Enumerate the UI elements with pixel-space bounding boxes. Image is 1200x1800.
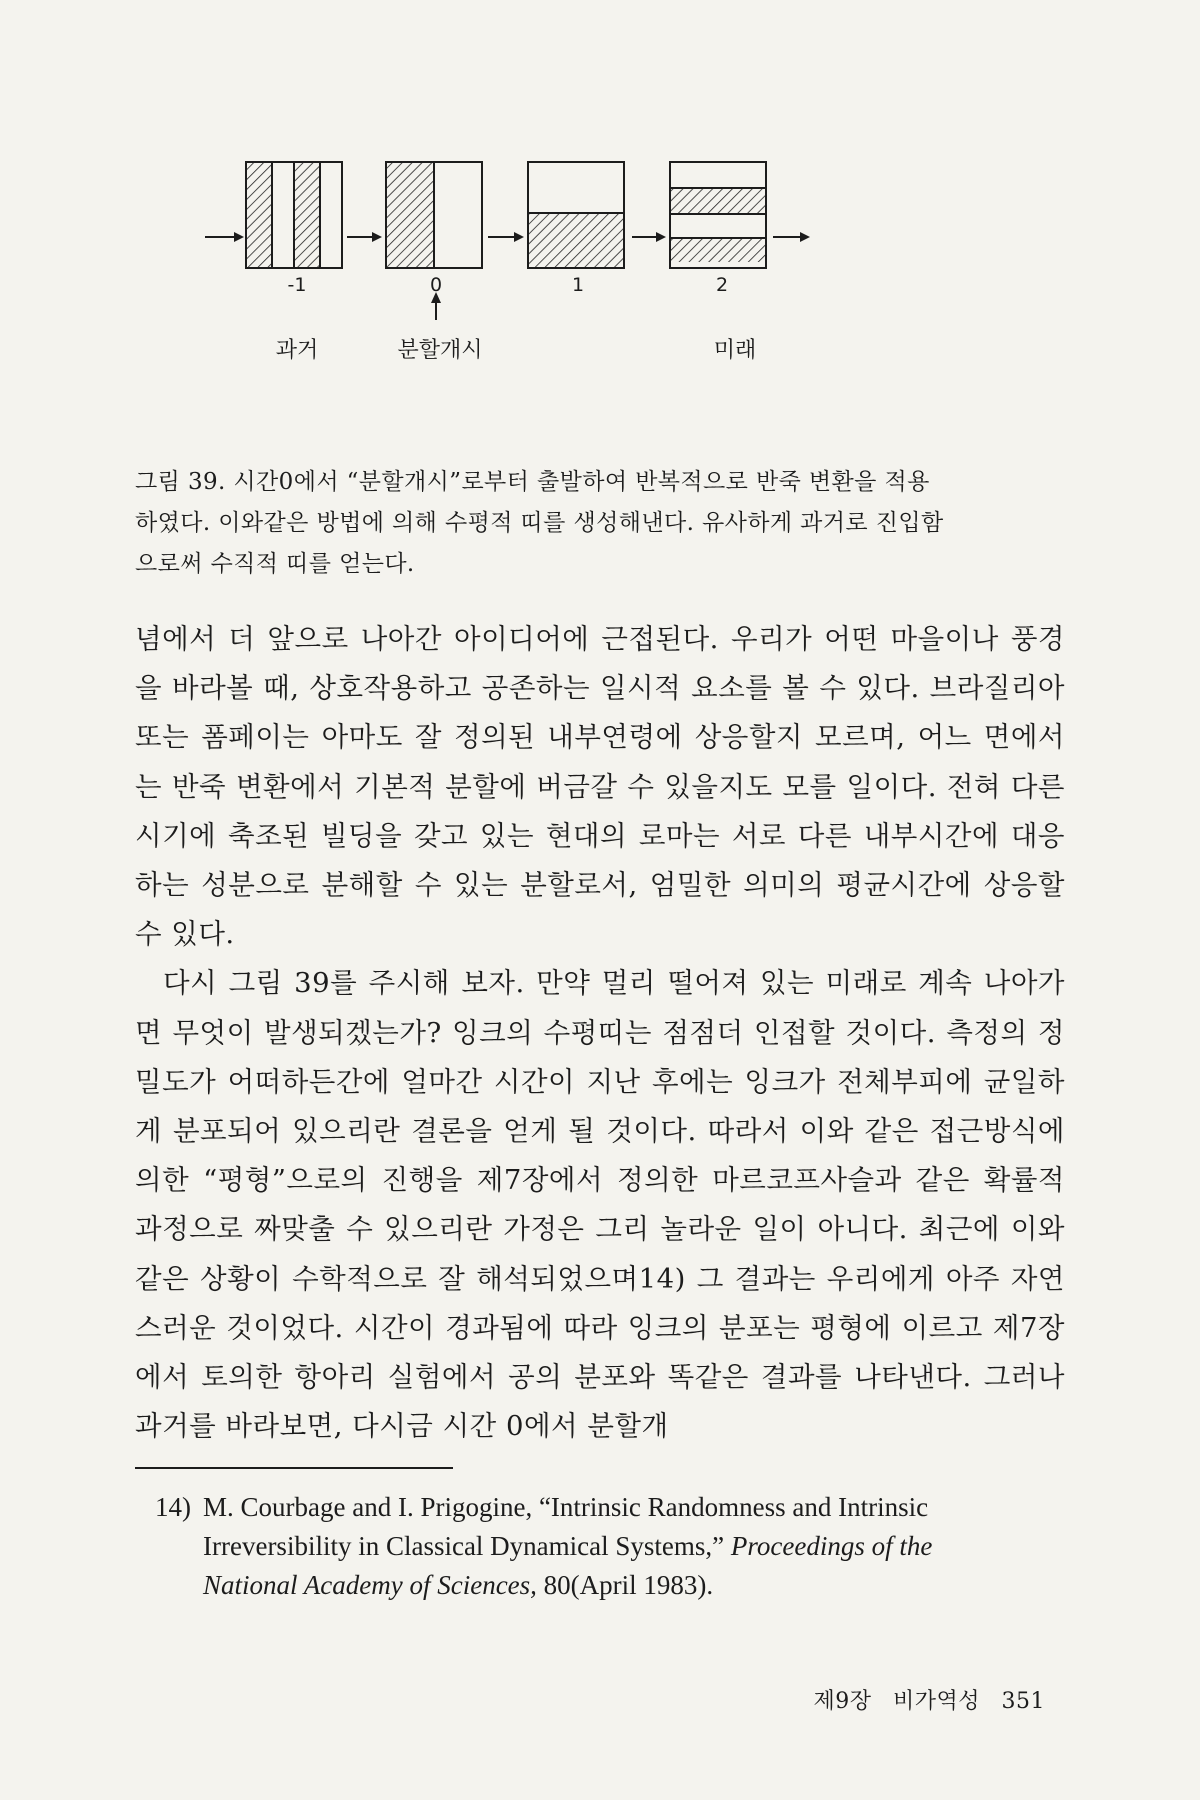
panel-1 <box>528 162 624 268</box>
journal-title: National Academy of Sciences, <box>203 1570 537 1600</box>
baker-transformation-diagram <box>0 0 1200 420</box>
tick-label: 2 <box>715 274 729 296</box>
panel-minus-1 <box>246 162 342 268</box>
paragraph: 념에서 더 앞으로 나아간 아이디어에 근접된다. 우리가 어떤 마을이나 풍경을 바라볼 때, 상호작용하고 공존하는 일시적 요소를 볼 수 있다. 브라질리아 또는 폼페이는 아마도 잘 정의된 내부연령에 상응할지 모르며, 어느 면에서는 반죽 변환에서 기본적 분할에 버금갈 수 있을지도 모를 일이다. 전혀 다른 시기에 축조된 빌딩을 갖고 있는 현대의 로마는 서로 다른 내부시간에 대응하는 성분으로 분해할 수 있는 분할로서, 엄밀한 의미의 평균시간에 상응할 수 있다. <box>135 623 1065 951</box>
paragraph: 다시 그림 39를 주시해 보자. 만약 멀리 떨어져 있는 미래로 계속 나아가면 무엇이 발생되겠는가? 잉크의 수평띠는 점점더 인접할 것이다. 측정의 정밀도가 어떠하든간에 얼마간 시간이 지난 후에는 잉크가 전체부피에 균일하게 분포되어 있으리란 결론을 얻게 될 것이다. 따라서 이와 같은 접근방식에 의한 “평형”으로의 진행을 제7장에서 정의한 마르코프사슬과 같은 확률적 과정으로 짜맞출 수 있으리란 가정은 그리 놀라운 일이 아니다. 최근에 이와 같은 상황이 수학적으로 잘 해석되었으며14) 그 결과는 우리에게 아주 자연스러운 것이었다. 시간이 경과됨에 따라 잉크의 분포는 평형에 이르고 제7장에서 토의한 항아리 실험에서 공의 분포와 똑같은 결과를 나타낸다. 그러나 과거를 바라보면, 다시금 시간 0에서 분할개 <box>135 967 1065 1443</box>
tick-label: 1 <box>571 274 585 296</box>
figure-caption <box>135 462 1035 585</box>
split-start-label: 분할개시 <box>397 338 483 363</box>
footnote-line-1 <box>135 1488 1070 1527</box>
footnote-text: Irreversibility in Classical Dynamical Systems,” <box>203 1531 725 1561</box>
chapter-label: 제9장 <box>813 1689 872 1714</box>
footnote-line-3 <box>135 1566 1070 1605</box>
footnote-text: 80(April 1983). <box>543 1570 714 1600</box>
past-label: 과거 <box>275 338 319 363</box>
journal-title: Proceedings of the <box>730 1531 933 1561</box>
tick-label: 0 <box>429 274 443 296</box>
running-footer <box>813 1684 1045 1715</box>
caption-line: 으로써 수직적 띠를 얻는다. <box>135 551 415 577</box>
panel-2 <box>670 162 766 268</box>
figure-39 <box>0 0 1200 420</box>
panel-0 <box>386 162 482 268</box>
footnote-rule <box>135 1467 453 1469</box>
tick-label: -1 <box>287 274 307 296</box>
footnote <box>135 1488 1070 1605</box>
footnote-text: M. Courbage and I. Prigogine, “Intrinsic Randomness and Intrinsic <box>203 1492 929 1522</box>
footnote-number: 14) <box>155 1492 191 1522</box>
caption-line: 하였다. 이와같은 방법에 의해 수평적 띠를 생성해낸다. 유사하게 과거로 진입함 <box>135 510 944 536</box>
page-number: 351 <box>1001 1689 1045 1714</box>
future-label: 미래 <box>713 338 757 363</box>
chapter-title: 비가역성 <box>892 1689 980 1714</box>
footnote-line-2 <box>135 1527 1070 1566</box>
body-text <box>135 615 1065 1451</box>
caption-line: 그림 39. 시간0에서 “분할개시”로부터 출발하여 반복적으로 반죽 변환을 적용 <box>135 469 930 495</box>
